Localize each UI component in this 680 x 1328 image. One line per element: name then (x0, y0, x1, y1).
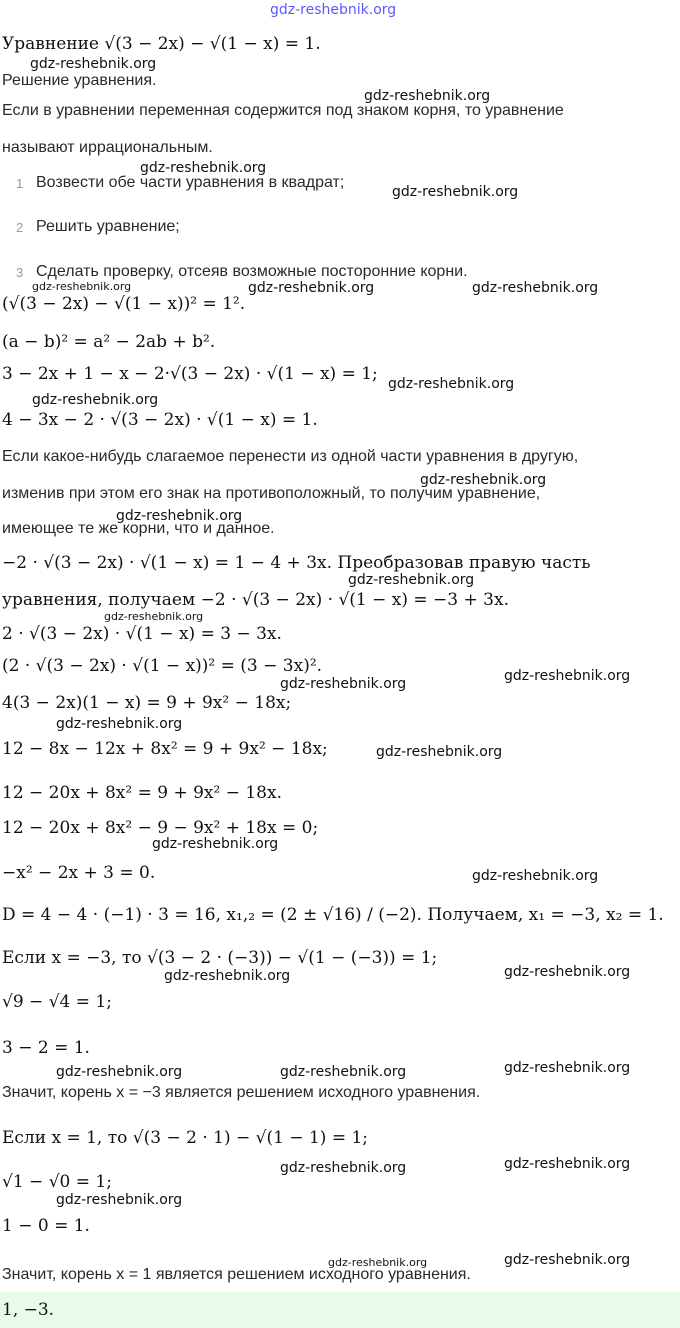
equation-line: 12 − 20x + 8x² − 9 − 9x² + 18x = 0; (2, 818, 319, 838)
watermark: gdz-reshebnik.org (420, 472, 547, 488)
watermark: gdz-reshebnik.org (30, 56, 157, 72)
equation-line: 1 − 0 = 1. (2, 1216, 90, 1236)
step-text: Решить уравнение; (36, 218, 180, 235)
text-line: Если в уравнении переменная содержится под знаком корня, то уравнение (2, 102, 564, 119)
watermark: gdz-reshebnik.org (364, 88, 491, 104)
equation-line: 3 − 2x + 1 − x − 2·√(3 − 2x) · √(1 − x) = 1; (2, 364, 378, 384)
watermark: gdz-reshebnik.org (348, 572, 475, 588)
equation-line: 12 − 8x − 12x + 8x² = 9 + 9x² − 18x; (2, 739, 328, 759)
text-line: Если какое-нибудь слагаемое перенести из одной части уравнения в другую, (2, 448, 579, 465)
watermark: gdz-reshebnik.org (280, 1160, 407, 1176)
watermark: gdz-reshebnik.org (164, 968, 291, 984)
equation-line: 12 − 20x + 8x² = 9 + 9x² − 18x. (2, 783, 282, 803)
watermark: gdz-reshebnik.org (328, 1256, 428, 1269)
text-line: называют иррациональным. (2, 139, 213, 156)
watermark: gdz-reshebnik.org (504, 964, 631, 980)
text-line: изменив при этом его знак на противоположный, то получим уравнение, (2, 485, 541, 502)
equation-line: (a − b)² = a² − 2ab + b². (2, 332, 216, 352)
watermark: gdz-reshebnik.org (472, 280, 599, 296)
watermark: gdz-reshebnik.org (280, 1064, 407, 1080)
equation-line: −2 · √(3 − 2x) · √(1 − x) = 1 − 4 + 3x. Преобразовав правую часть (2, 553, 591, 573)
text-line: имеющее те же корни, что и данное. (2, 520, 275, 537)
watermark: gdz-reshebnik.org (270, 2, 397, 18)
watermark: gdz-reshebnik.org (56, 1192, 183, 1208)
watermark: gdz-reshebnik.org (248, 280, 375, 296)
watermark: gdz-reshebnik.org (32, 392, 159, 408)
watermark: gdz-reshebnik.org (472, 868, 599, 884)
equation-line: √1 − √0 = 1; (2, 1172, 112, 1192)
watermark: gdz-reshebnik.org (140, 160, 267, 176)
step-number: 1 (16, 176, 24, 191)
watermark: gdz-reshebnik.org (504, 1252, 631, 1268)
watermark: gdz-reshebnik.org (504, 668, 631, 684)
watermark: gdz-reshebnik.org (392, 184, 519, 200)
step-number: 2 (16, 220, 24, 235)
watermark: gdz-reshebnik.org (56, 716, 183, 732)
equation-line: 2 · √(3 − 2x) · √(1 − x) = 3 − 3x. (2, 624, 282, 644)
equation-line: Если x = −3, то √(3 − 2 · (−3)) − √(1 − (−3)) = 1; (2, 948, 438, 968)
step-number: 3 (16, 265, 24, 280)
equation-line: Если x = 1, то √(3 − 2 · 1) − √(1 − 1) = 1; (2, 1128, 369, 1148)
equation-line: (2 · √(3 − 2x) · √(1 − x))² = (3 − 3x)². (2, 656, 323, 676)
watermark: gdz-reshebnik.org (152, 836, 279, 852)
text-line: Значит, корень x = −3 является решением исходного уравнения. (2, 1084, 481, 1101)
watermark: gdz-reshebnik.org (116, 508, 243, 524)
step-text: Сделать проверку, отсеяв возможные посторонние корни. (36, 263, 468, 280)
equation-line: Уравнение √(3 − 2x) − √(1 − x) = 1. (2, 34, 321, 54)
watermark: gdz-reshebnik.org (32, 280, 132, 293)
equation-line: D = 4 − 4 · (−1) · 3 = 16, x₁,₂ = (2 ± √16) / (−2). Получаем, x₁ = −3, x₂ = 1. (2, 905, 664, 925)
watermark: gdz-reshebnik.org (504, 1060, 631, 1076)
equation-line: 3 − 2 = 1. (2, 1038, 90, 1058)
watermark: gdz-reshebnik.org (56, 1064, 183, 1080)
watermark: gdz-reshebnik.org (388, 376, 515, 392)
watermark: gdz-reshebnik.org (104, 610, 204, 623)
step-text: Возвести обе части уравнения в квадрат; (36, 174, 345, 191)
equation-line: −x² − 2x + 3 = 0. (2, 863, 156, 883)
watermark: gdz-reshebnik.org (376, 744, 503, 760)
equation-line: √9 − √4 = 1; (2, 992, 112, 1012)
equation-line: 4 − 3x − 2 · √(3 − 2x) · √(1 − x) = 1. (2, 410, 318, 430)
watermark: gdz-reshebnik.org (504, 1156, 631, 1172)
equation-line: (√(3 − 2x) − √(1 − x))² = 1². (2, 294, 246, 314)
text-line: Решение уравнения. (2, 72, 157, 89)
equation-line: уравнения, получаем −2 · √(3 − 2x) · √(1 − x) = −3 + 3x. (2, 590, 509, 610)
answer-text: 1, −3. (2, 1300, 55, 1320)
text-line: Значит, корень x = 1 является решением исходного уравнения. (2, 1266, 471, 1283)
answer-box (0, 1292, 680, 1328)
equation-line: 4(3 − 2x)(1 − x) = 9 + 9x² − 18x; (2, 693, 292, 713)
watermark: gdz-reshebnik.org (280, 676, 407, 692)
